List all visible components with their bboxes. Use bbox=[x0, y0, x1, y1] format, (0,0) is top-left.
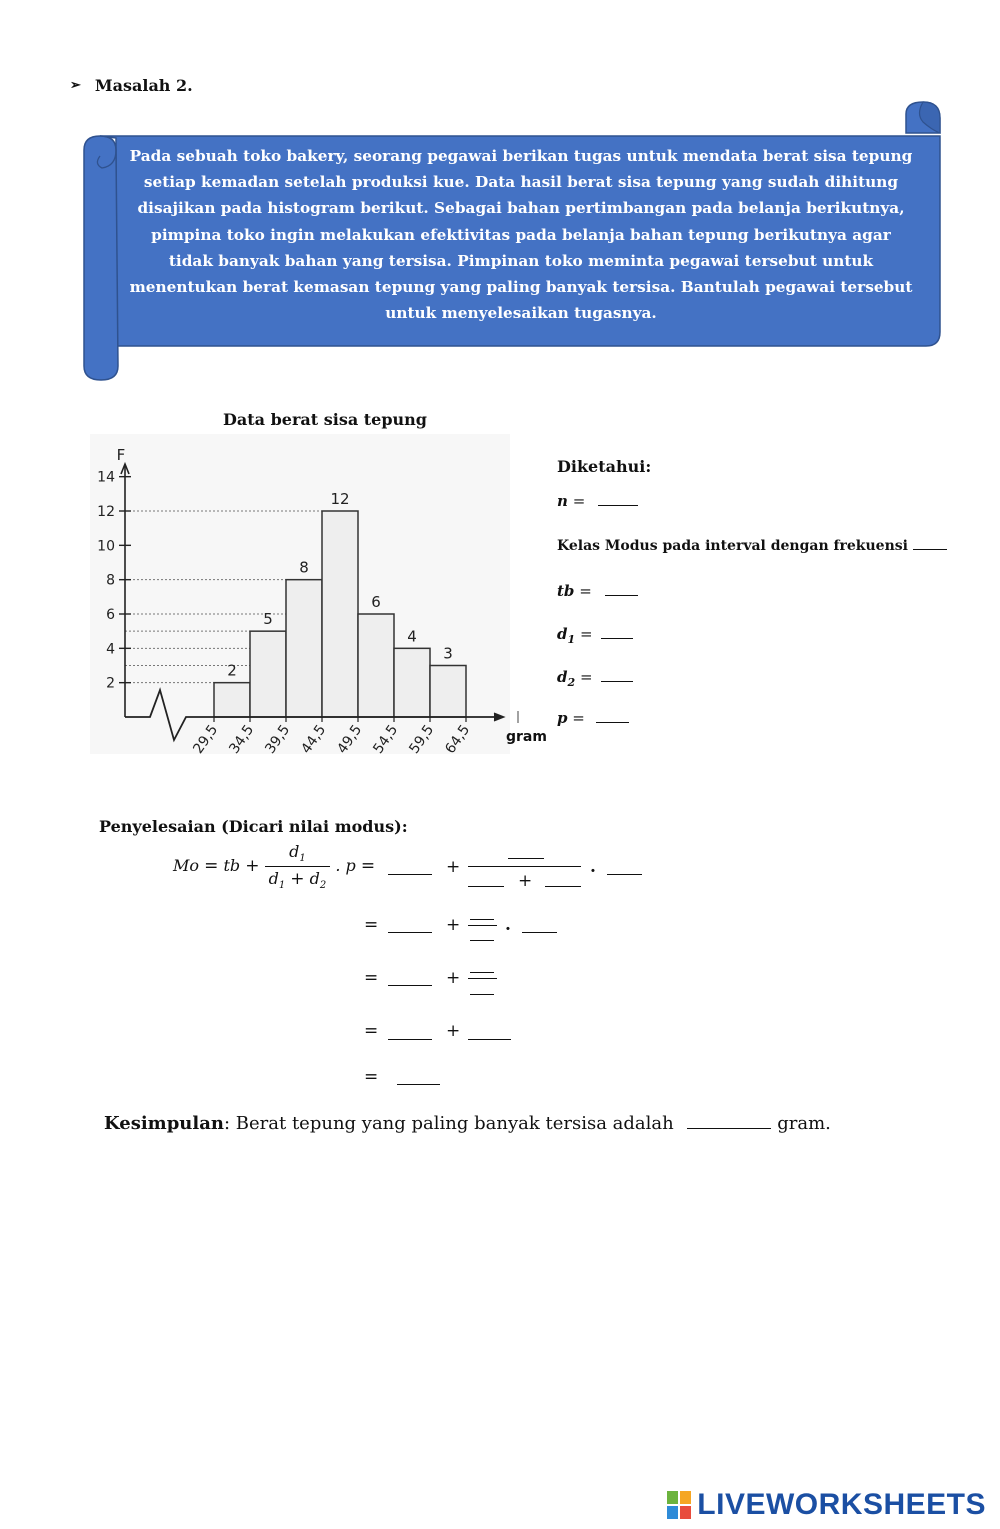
known-n bbox=[557, 492, 638, 510]
d1-answer-blank[interactable] bbox=[601, 626, 633, 639]
row3-numerator-blank[interactable] bbox=[470, 972, 494, 973]
row2-tb-blank[interactable] bbox=[388, 932, 432, 933]
dot-sign: . bbox=[505, 915, 511, 935]
solution-title: Penyelesaian (Dicari nilai modus): bbox=[99, 817, 408, 836]
plus-sign: + bbox=[446, 1021, 461, 1041]
bar-value-label: 4 bbox=[407, 627, 417, 646]
problem-description: Pada sebuah toko bakery, seorang pegawai berikan tugas untuk mendata berat sisa tepung setiap kemadan setelah produksi kue. Data hasil berat sisa tepung yang sudah dihitung disajikan pada histogram berikut. Sebagai bahan pertimbangan pada belanja berikutnya, pimpina toko ingin melakukan efektivitas pada belanja bahan tepung berikutnya agar tidak banyak bahan yang tersisa. Pimpinan toko meminta pegawai tersebut untuk menentukan berat kemasan tepung yang paling banyak tersisa. Bantulah pegawai tersebut untuk menyelesaikan tugasnya. bbox=[129, 147, 913, 323]
p-answer-blank[interactable] bbox=[596, 710, 629, 723]
heading-title: Masalah 2. bbox=[94, 76, 193, 95]
x-tick-label: 59,5 bbox=[406, 722, 438, 757]
row4-tb-blank[interactable] bbox=[388, 1039, 432, 1040]
equals-sign: = bbox=[364, 1021, 379, 1041]
modus-class-label: Kelas Modus pada interval dengan frekuensi bbox=[557, 538, 908, 554]
equals-sign: = bbox=[579, 582, 592, 600]
bar-value-label: 6 bbox=[371, 593, 381, 611]
equals-sign: = bbox=[204, 856, 219, 877]
row1-denominator-d1-blank[interactable] bbox=[468, 886, 504, 887]
known-title: Diketahui: bbox=[557, 457, 652, 476]
x-tick-label: 64,5 bbox=[442, 722, 474, 757]
d1-subscript: 1 bbox=[567, 633, 576, 646]
arrow-bullet-icon: ➢ bbox=[70, 78, 81, 93]
y-tick-label: 8 bbox=[106, 572, 115, 589]
d1-symbol: d bbox=[289, 842, 300, 861]
x-tick-label: 44,5 bbox=[298, 722, 330, 757]
liveworksheets-logo bbox=[667, 1488, 986, 1522]
formula-fraction bbox=[265, 842, 331, 891]
row1-tb-blank[interactable] bbox=[388, 874, 432, 875]
histogram-bar bbox=[250, 631, 286, 717]
plus-sign: + bbox=[446, 915, 461, 935]
row2-numerator-blank[interactable] bbox=[470, 919, 494, 920]
histogram-bar bbox=[394, 648, 430, 717]
d2-answer-blank[interactable] bbox=[601, 669, 633, 682]
d1-symbol: d bbox=[268, 869, 279, 889]
d2-symbol: d bbox=[557, 668, 568, 686]
conclusion-text: : Berat tepung yang paling banyak tersisa adalah bbox=[223, 1113, 674, 1134]
x-tick-label: 34,5 bbox=[226, 722, 258, 757]
x-tick-label: 29,5 bbox=[190, 722, 222, 757]
conclusion-unit: gram. bbox=[777, 1113, 831, 1134]
bar-value-label: 2 bbox=[227, 661, 237, 680]
d1-subscript: 1 bbox=[299, 853, 306, 865]
equals-sign: = bbox=[364, 1067, 379, 1087]
p-symbol: p bbox=[557, 709, 568, 727]
row1-numerator-blank[interactable] bbox=[508, 858, 544, 859]
row2-denominator-blank[interactable] bbox=[470, 940, 494, 941]
plus-sign: + bbox=[290, 869, 305, 890]
y-tick-label: 4 bbox=[106, 641, 115, 658]
known-tb bbox=[557, 582, 638, 600]
y-tick-label: 6 bbox=[106, 607, 115, 623]
row3-tb-blank[interactable] bbox=[388, 985, 432, 986]
y-tick-label: 10 bbox=[97, 538, 115, 555]
histogram-bar bbox=[214, 683, 250, 717]
equals-sign: = bbox=[572, 492, 586, 510]
d2-subscript: 2 bbox=[319, 880, 327, 892]
y-tick-label: 14 bbox=[97, 469, 115, 486]
liveworksheets-brand-text: LIVEWORKSHEETS bbox=[697, 1488, 986, 1521]
dot-p-symbol: . p bbox=[335, 856, 356, 876]
modus-frequency-blank[interactable] bbox=[913, 537, 947, 550]
known-modus-class bbox=[557, 537, 947, 554]
known-d2 bbox=[557, 668, 633, 689]
y-tick-label: 2 bbox=[106, 675, 115, 692]
n-symbol: n bbox=[557, 492, 568, 510]
x-tick-label: 39,5 bbox=[262, 722, 294, 757]
histogram-title: Data berat sisa tepung bbox=[223, 410, 427, 429]
row2-fraction-bar bbox=[468, 925, 497, 926]
row1-p-blank[interactable] bbox=[607, 874, 642, 875]
d1-subscript: 1 bbox=[278, 880, 286, 892]
plus-sign: + bbox=[446, 857, 461, 877]
row1-denominator-d2-blank[interactable] bbox=[545, 886, 581, 887]
histogram-bar bbox=[358, 614, 394, 717]
bar-value-label: 12 bbox=[330, 490, 350, 508]
x-tick-label: 54,5 bbox=[370, 722, 402, 757]
row3-fraction-bar bbox=[468, 978, 497, 979]
bar-value-label: 8 bbox=[299, 558, 309, 577]
tb-symbol: tb bbox=[223, 856, 241, 876]
row3-denominator-blank[interactable] bbox=[470, 994, 494, 995]
conclusion-label: Kesimpulan bbox=[104, 1113, 224, 1134]
conclusion bbox=[104, 1113, 831, 1134]
x-axis-label: gram bbox=[506, 729, 547, 745]
plus-sign: + bbox=[245, 856, 260, 877]
bar-value-label: 5 bbox=[263, 610, 273, 629]
conclusion-answer-blank[interactable] bbox=[687, 1114, 771, 1129]
final-mode-blank[interactable] bbox=[397, 1084, 440, 1085]
row4-fraction-value-blank[interactable] bbox=[468, 1039, 511, 1040]
x-tick-label: 49,5 bbox=[334, 722, 366, 757]
dot-sign: . bbox=[590, 857, 596, 877]
known-d1 bbox=[557, 625, 633, 646]
equals-sign: = bbox=[572, 709, 585, 727]
plus-sign: + bbox=[446, 968, 461, 988]
problem-heading bbox=[70, 76, 193, 95]
mode-formula bbox=[173, 842, 375, 891]
d2-subscript: 2 bbox=[567, 676, 576, 689]
equals-sign: = bbox=[364, 915, 379, 935]
liveworksheets-logo-icon bbox=[667, 1491, 691, 1519]
d2-symbol: d bbox=[309, 869, 320, 889]
bar-value-label: 3 bbox=[443, 644, 453, 663]
tb-answer-blank[interactable] bbox=[605, 583, 638, 596]
n-answer-blank[interactable] bbox=[598, 493, 638, 506]
plus-sign: + bbox=[518, 871, 533, 891]
histogram-bar bbox=[286, 580, 322, 717]
equals-sign: = bbox=[579, 625, 593, 643]
tb-symbol: tb bbox=[557, 582, 575, 600]
histogram-bar bbox=[430, 666, 466, 718]
row2-p-blank[interactable] bbox=[522, 932, 557, 933]
equals-sign: = bbox=[360, 856, 376, 877]
equals-sign: = bbox=[579, 668, 593, 686]
histogram-chart bbox=[90, 434, 547, 759]
y-tick-label: 12 bbox=[97, 504, 115, 520]
known-p bbox=[557, 709, 629, 727]
histogram-bar bbox=[322, 511, 358, 717]
d1-symbol: d bbox=[557, 625, 568, 643]
row1-fraction-bar bbox=[468, 866, 581, 867]
mo-symbol: Mo bbox=[173, 856, 200, 876]
equals-sign: = bbox=[364, 968, 379, 988]
y-axis-label: F bbox=[116, 446, 126, 464]
